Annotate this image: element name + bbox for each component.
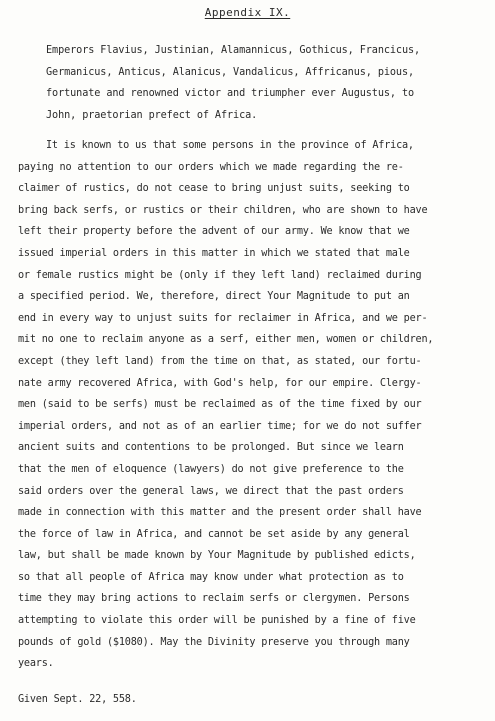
body-line: left their property before the advent of our army. We know that we xyxy=(18,226,410,238)
body-line: mit no one to reclaim anyone as a serf, either men, women or children, xyxy=(18,334,434,346)
body-line: attempting to violate this order will be punished by a fine of five xyxy=(18,615,416,627)
body-line: bring back serfs, or rustics or their children, who are shown to have xyxy=(18,204,428,216)
address-line: Germanicus, Anticus, Alanicus, Vandalicus, Affricanus, pious, xyxy=(46,66,415,78)
body-line: made in connection with this matter and the present order shall have xyxy=(18,507,422,519)
address-line: John, praetorian prefect of Africa. xyxy=(46,109,258,121)
body-line: claimer of rustics, do not cease to bring unjust suits, seeking to xyxy=(18,183,410,195)
body-line: time they may bring actions to reclaim serfs or clergymen. Persons xyxy=(18,593,410,605)
body-line: law, but shall be made known by Your Magnitude by published edicts, xyxy=(18,550,416,562)
body-line: pounds of gold ($1080). May the Divinity preserve you through many xyxy=(18,636,410,648)
body-line: said orders over the general laws, we direct that the past orders xyxy=(18,485,404,497)
body-line: years. xyxy=(18,658,54,670)
body-line: a specified period. We, therefore, direct Your Magnitude to put an xyxy=(18,291,410,303)
body-line: paying no attention to our orders which we made regarding the re- xyxy=(18,161,404,173)
body-line: except (they left land) from the time on that, as stated, our fortu- xyxy=(18,355,422,367)
address-line: fortunate and renowned victor and triumpher ever Augustus, to xyxy=(46,88,415,99)
imperial-address xyxy=(46,40,466,126)
body-line: men (said to be serfs) must be reclaimed as of the time fixed by our xyxy=(18,399,422,411)
body-line: It is known to us that some persons in the province of Africa, xyxy=(46,140,414,151)
body-line: issued imperial orders in this matter in which we stated that male xyxy=(18,247,410,259)
page-title: Appendix IX. xyxy=(204,6,291,19)
body-line: end in every way to unjust suits for reclaimer in Africa, and we per- xyxy=(18,312,428,324)
body-line: so that all people of Africa may know under what protection as to xyxy=(18,571,404,583)
body-text xyxy=(18,135,488,675)
body-line: or female rustics might be (only if they left land) reclaimed during xyxy=(18,269,422,281)
date-line: Given Sept. 22, 558. xyxy=(18,694,137,705)
body-line: nate army recovered Africa, with God's help, for our empire. Clergy- xyxy=(18,377,422,389)
body-line: that the men of eloquence (lawyers) do not give preference to the xyxy=(18,463,404,475)
body-line: ancient suits and contentions to be prolonged. But since we learn xyxy=(18,442,404,454)
address-line: Emperors Flavius, Justinian, Alamannicus, Gothicus, Francicus, xyxy=(46,45,421,56)
body-line: imperial orders, and not as of an earlier time; for we do not suffer xyxy=(18,420,422,432)
body-line: the force of law in Africa, and cannot be set aside by any general xyxy=(18,528,410,540)
